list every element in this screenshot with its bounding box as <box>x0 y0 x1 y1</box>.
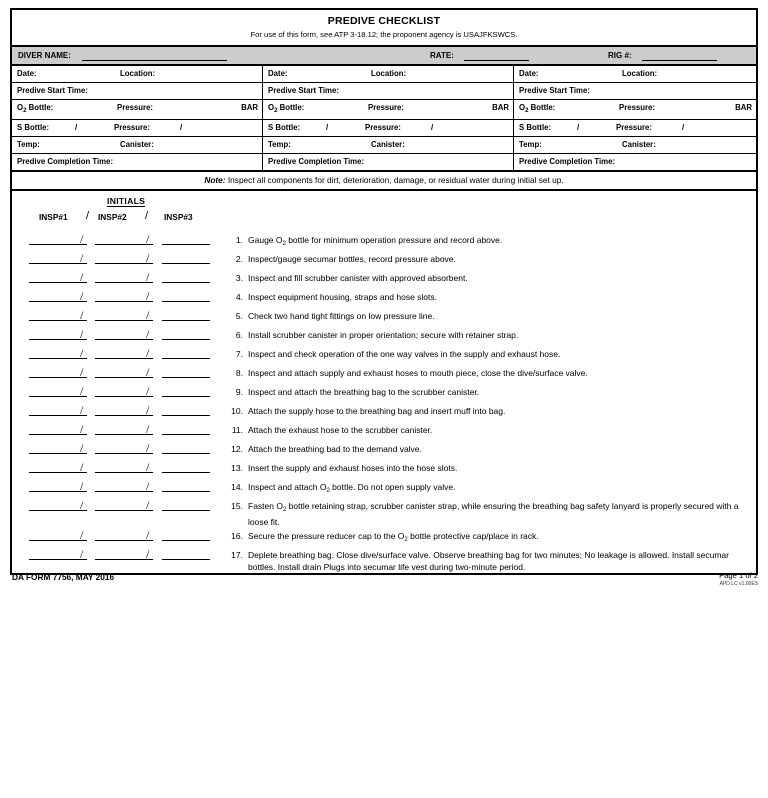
initials-blanks-group <box>12 308 227 325</box>
location-label: Location: <box>371 69 407 78</box>
checklist-item-number: 1. <box>235 235 243 245</box>
checklist-item-text: Gauge $O_2$ bottle for minimum operation pressure and record above. <box>248 235 503 247</box>
initials-slash-1: / <box>80 422 84 436</box>
insp1-initials-blank[interactable] <box>29 320 87 321</box>
note-prefix: Note: <box>204 175 226 185</box>
initials-header: INITIALS <box>107 196 146 206</box>
predive-completion-time-label: Predive Completion Time: <box>268 157 365 166</box>
insp1-initials-blank[interactable] <box>29 491 87 492</box>
checklist-item-number: 5. <box>235 311 243 321</box>
initials-blanks-group <box>12 528 227 545</box>
temp-label: Temp: <box>268 140 291 149</box>
insp2-initials-blank[interactable] <box>95 358 153 359</box>
s-bottle-label: S Bottle: <box>268 123 301 132</box>
insp1-initials-blank[interactable] <box>29 559 87 560</box>
date-label: Date: <box>17 69 37 78</box>
checklist-item-number: 8. <box>235 368 243 378</box>
insp2-initials-blank[interactable] <box>95 396 153 397</box>
insp1-initials-blank[interactable] <box>29 339 87 340</box>
bar-unit-label: BAR <box>735 103 752 112</box>
software-version-label: APD LC v1.00ES <box>719 581 758 587</box>
initials-blanks-group <box>12 232 227 249</box>
grid-row-temp <box>12 137 756 154</box>
insp2-header: INSP#2 <box>98 212 127 222</box>
insp2-initials-blank[interactable] <box>95 510 153 511</box>
insp3-initials-blank[interactable] <box>162 472 210 473</box>
note-text: Inspect all components for dirt, deterioration, damage, or residual water during initial set up. <box>227 175 564 185</box>
initials-slash-2: / <box>146 403 150 417</box>
insp3-header: INSP#3 <box>164 212 193 222</box>
initials-slash-2: / <box>146 460 150 474</box>
checklist-item-number: 15. <box>231 501 243 511</box>
note-row <box>12 170 756 191</box>
predive-completion-time-label: Predive Completion Time: <box>17 157 114 166</box>
rate-input[interactable] <box>464 60 529 61</box>
diver-name-input[interactable] <box>82 60 227 61</box>
initials-blanks-group <box>12 365 227 382</box>
rig-input[interactable] <box>642 60 717 61</box>
insp2-initials-blank[interactable] <box>95 282 153 283</box>
insp3-initials-blank[interactable] <box>162 301 210 302</box>
checklist-item-number: 10. <box>231 406 243 416</box>
initials-slash-1: / <box>80 479 84 493</box>
date-label: Date: <box>519 69 539 78</box>
checklist-item-text: Install scrubber canister in proper orientation; secure with retainer strap. <box>248 330 519 340</box>
pressure-label: Pressure: <box>616 123 652 132</box>
insp-separator-1: / <box>86 210 90 222</box>
initials-slash-2: / <box>146 327 150 341</box>
insp2-initials-blank[interactable] <box>95 453 153 454</box>
initials-slash-2: / <box>146 365 150 379</box>
checklist-item-number: 13. <box>231 463 243 473</box>
grid-row-s-bottle <box>12 120 756 137</box>
diver1-s-bottle-cell[interactable] <box>12 120 263 137</box>
initials-slash-1: / <box>80 308 84 322</box>
insp2-initials-blank[interactable] <box>95 491 153 492</box>
initials-slash-2: / <box>146 422 150 436</box>
form-authority-note: For use of this form, see ATP 3-18.12; the proponent agency is USAJFKSWCS. <box>250 30 518 39</box>
diver1-temp-cell[interactable] <box>12 137 263 154</box>
initials-blanks-group <box>12 346 227 363</box>
insp3-initials-blank[interactable] <box>162 396 210 397</box>
checklist-item-number: 16. <box>231 531 243 541</box>
insp2-initials-blank[interactable] <box>95 301 153 302</box>
predive-start-time-label: Predive Start Time: <box>17 86 88 95</box>
checklist-item-text: Inspect and attach $O_2$ bottle. Do not open supply valve. <box>248 482 456 494</box>
diver3-temp-cell[interactable] <box>514 137 757 154</box>
insp1-initials-blank[interactable] <box>29 377 87 378</box>
diver3-date-cell[interactable] <box>514 66 757 83</box>
temp-label: Temp: <box>17 140 40 149</box>
checklist-item-number: 7. <box>235 349 243 359</box>
initials-blanks-group <box>12 384 227 401</box>
pressure-label: Pressure: <box>365 123 401 132</box>
checklist-item-text: Inspect equipment housing, straps and hose slots. <box>248 292 438 302</box>
insp1-initials-blank[interactable] <box>29 263 87 264</box>
insp3-initials-blank[interactable] <box>162 244 210 245</box>
pressure-slash: / <box>431 123 434 132</box>
initials-slash-1: / <box>80 384 84 398</box>
initials-slash-2: / <box>146 232 150 246</box>
insp3-initials-blank[interactable] <box>162 453 210 454</box>
s-bottle-label: S Bottle: <box>519 123 552 132</box>
pressure-label: Pressure: <box>117 103 153 112</box>
checklist-item-text: Attach the breathing bad to the demand valve. <box>248 444 422 454</box>
predive-start-time-label: Predive Start Time: <box>519 86 590 95</box>
grid-row-completion-time <box>12 154 756 171</box>
insp3-initials-blank[interactable] <box>162 263 210 264</box>
checklist-item-text: Inspect and attach supply and exhaust hoses to mouth piece, close the dive/surface valve. <box>248 368 588 378</box>
checklist-item-text: Secure the pressure reducer cap to the $O_2$ bottle protective cap/place in rack. <box>248 531 539 543</box>
checklist-item-number: 6. <box>235 330 243 340</box>
checklist-body <box>12 191 756 573</box>
s-bottle-slash: / <box>577 123 580 132</box>
canister-label: Canister: <box>120 140 154 149</box>
initials-blanks-group <box>12 441 227 458</box>
inspector-column-headers <box>12 212 227 226</box>
checklist-item-text: Attach the exhaust hose to the scrubber canister. <box>248 425 433 435</box>
insp3-initials-blank[interactable] <box>162 491 210 492</box>
checklist-item-number: 9. <box>235 387 243 397</box>
checklist-item-text: Inspect and attach the breathing bag to the scrubber canister. <box>248 387 480 397</box>
insp-separator-2: / <box>145 210 149 222</box>
insp2-initials-blank[interactable] <box>95 339 153 340</box>
insp2-initials-blank[interactable] <box>95 263 153 264</box>
insp3-initials-blank[interactable] <box>162 559 210 560</box>
initials-slash-2: / <box>146 441 150 455</box>
initials-slash-2: / <box>146 270 150 284</box>
insp1-initials-blank[interactable] <box>29 415 87 416</box>
initials-slash-1: / <box>80 270 84 284</box>
s-bottle-slash: / <box>326 123 329 132</box>
predive-data-grid <box>12 66 756 170</box>
canister-label: Canister: <box>371 140 405 149</box>
form-id-label: DA FORM 7756, MAY 2016 <box>12 572 115 582</box>
checklist-item-text: Fasten $O_2$ bottle retaining strap, scrubber canister strap, while ensuring the breathing bag safety lanyard is properly secured with a loose fit. <box>248 501 739 527</box>
diver3-completion-cell[interactable] <box>514 154 757 171</box>
insp2-initials-blank[interactable] <box>95 472 153 473</box>
diver1-o2-cell[interactable] <box>12 100 263 120</box>
insp1-initials-blank[interactable] <box>29 540 87 541</box>
insp1-initials-blank[interactable] <box>29 453 87 454</box>
pressure-slash: / <box>180 123 183 132</box>
checklist-item-text: Inspect/gauge secumar bottles, record pressure above. <box>248 254 456 264</box>
diver2-temp-cell[interactable] <box>263 137 514 154</box>
insp2-initials-blank[interactable] <box>95 540 153 541</box>
diver3-start-time-cell[interactable] <box>514 83 757 100</box>
grid-row-start-time <box>12 83 756 100</box>
checklist-item-number: 3. <box>235 273 243 283</box>
initials-slash-1: / <box>80 327 84 341</box>
diver-info-bar <box>12 47 756 66</box>
insp3-initials-blank[interactable] <box>162 339 210 340</box>
initials-blanks-group <box>12 251 227 268</box>
insp3-initials-blank[interactable] <box>162 434 210 435</box>
diver2-completion-cell[interactable] <box>263 154 514 171</box>
grid-row-o2-bottle <box>12 100 756 120</box>
initials-slash-1: / <box>80 403 84 417</box>
page-number-label: Page 1 of 2 <box>719 571 758 580</box>
initials-blanks-group <box>12 403 227 420</box>
initials-slash-2: / <box>146 528 150 542</box>
initials-slash-1: / <box>80 289 84 303</box>
pressure-label: Pressure: <box>114 123 150 132</box>
predive-start-time-label: Predive Start Time: <box>268 86 339 95</box>
insp1-header: INSP#1 <box>39 212 68 222</box>
diver3-s-bottle-cell[interactable] <box>514 120 757 137</box>
insp1-initials-blank[interactable] <box>29 472 87 473</box>
form-frame <box>10 8 758 575</box>
initials-slash-2: / <box>146 547 150 561</box>
initials-slash-1: / <box>80 547 84 561</box>
initials-slash-1: / <box>80 460 84 474</box>
o2-bottle-label: $O_2$ Bottle: <box>519 103 556 114</box>
insp2-initials-blank[interactable] <box>95 559 153 560</box>
predive-completion-time-label: Predive Completion Time: <box>519 157 616 166</box>
insp1-initials-blank[interactable] <box>29 434 87 435</box>
initials-slash-1: / <box>80 251 84 265</box>
title-block <box>12 10 756 47</box>
initials-blanks-group <box>12 270 227 287</box>
checklist-item-number: 12. <box>231 444 243 454</box>
rate-label: RATE: <box>430 51 454 60</box>
form-footer <box>10 570 758 596</box>
date-label: Date: <box>268 69 288 78</box>
insp1-initials-blank[interactable] <box>29 358 87 359</box>
insp3-initials-blank[interactable] <box>162 320 210 321</box>
checklist-item-number: 11. <box>231 425 243 435</box>
canister-label: Canister: <box>622 140 656 149</box>
insp3-initials-blank[interactable] <box>162 377 210 378</box>
diver-name-label: DIVER NAME: <box>18 51 71 60</box>
insp2-initials-blank[interactable] <box>95 415 153 416</box>
initials-slash-1: / <box>80 232 84 246</box>
bar-unit-label: BAR <box>492 103 509 112</box>
initials-blanks-group <box>12 422 227 439</box>
insp2-initials-blank[interactable] <box>95 320 153 321</box>
insp1-initials-blank[interactable] <box>29 244 87 245</box>
location-label: Location: <box>622 69 658 78</box>
page-title: PREDIVE CHECKLIST <box>327 15 441 27</box>
rig-label: RIG #: <box>608 51 632 60</box>
initials-blanks-group <box>12 498 227 515</box>
diver2-start-time-cell[interactable] <box>263 83 514 100</box>
initials-slash-2: / <box>146 251 150 265</box>
initials-slash-2: / <box>146 479 150 493</box>
initials-slash-2: / <box>146 498 150 512</box>
initials-blanks-group <box>12 460 227 477</box>
initials-slash-2: / <box>146 308 150 322</box>
initials-blanks-group <box>12 327 227 344</box>
initials-slash-1: / <box>80 365 84 379</box>
checklist-item-text: Insert the supply and exhaust hoses into the hose slots. <box>248 463 458 473</box>
checklist-item-number: 17. <box>231 550 243 560</box>
temp-label: Temp: <box>519 140 542 149</box>
insp3-initials-blank[interactable] <box>162 282 210 283</box>
diver3-o2-cell[interactable] <box>514 100 757 120</box>
insp1-initials-blank[interactable] <box>29 282 87 283</box>
o2-bottle-label: $O_2$ Bottle: <box>268 103 305 114</box>
insp3-initials-blank[interactable] <box>162 358 210 359</box>
checklist-item-text: Attach the supply hose to the breathing bag and insert muff into bag. <box>248 406 506 416</box>
checklist-item-number: 14. <box>231 482 243 492</box>
initials-slash-2: / <box>146 289 150 303</box>
initials-slash-1: / <box>80 346 84 360</box>
grid-row-date <box>12 66 756 83</box>
pressure-slash: / <box>682 123 685 132</box>
checklist-item-text: Inspect and fill scrubber canister with approved absorbent. <box>248 273 468 283</box>
s-bottle-slash: / <box>75 123 78 132</box>
insp1-initials-blank[interactable] <box>29 301 87 302</box>
initials-blanks-group <box>12 479 227 496</box>
initials-slash-1: / <box>80 528 84 542</box>
initials-blanks-group <box>12 547 227 564</box>
initials-slash-2: / <box>146 384 150 398</box>
location-label: Location: <box>120 69 156 78</box>
diver2-date-cell[interactable] <box>263 66 514 83</box>
checklist-item-number: 4. <box>235 292 243 302</box>
checklist-item-text: Deplete breathing bag. Close dive/surface valve. Observe breathing bag for two minutes; No leakage is allowed. Install secumar bottles. Install drain Plugs into secumar life vest during two-minute period. <box>248 550 729 572</box>
pressure-label: Pressure: <box>619 103 655 112</box>
o2-bottle-label: $O_2$ Bottle: <box>17 103 54 114</box>
initials-blanks-group <box>12 289 227 306</box>
diver2-o2-cell[interactable] <box>263 100 514 120</box>
diver1-completion-cell[interactable] <box>12 154 263 171</box>
insp3-initials-blank[interactable] <box>162 540 210 541</box>
pressure-label: Pressure: <box>368 103 404 112</box>
bar-unit-label: BAR <box>241 103 258 112</box>
insp2-initials-blank[interactable] <box>95 377 153 378</box>
insp1-initials-blank[interactable] <box>29 510 87 511</box>
insp3-initials-blank[interactable] <box>162 415 210 416</box>
diver1-date-cell[interactable] <box>12 66 263 83</box>
diver1-start-time-cell[interactable] <box>12 83 263 100</box>
insp3-initials-blank[interactable] <box>162 510 210 511</box>
diver2-s-bottle-cell[interactable] <box>263 120 514 137</box>
checklist-item-number: 2. <box>235 254 243 264</box>
insp2-initials-blank[interactable] <box>95 244 153 245</box>
initials-slash-2: / <box>146 346 150 360</box>
checklist-item-text: Inspect and check operation of the one way valves in the supply and exhaust hose. <box>248 349 561 359</box>
initials-slash-1: / <box>80 498 84 512</box>
initials-slash-1: / <box>80 441 84 455</box>
insp1-initials-blank[interactable] <box>29 396 87 397</box>
insp2-initials-blank[interactable] <box>95 434 153 435</box>
s-bottle-label: S Bottle: <box>17 123 50 132</box>
checklist-item-text: Check two hand tight fittings on low pressure line. <box>248 311 435 321</box>
